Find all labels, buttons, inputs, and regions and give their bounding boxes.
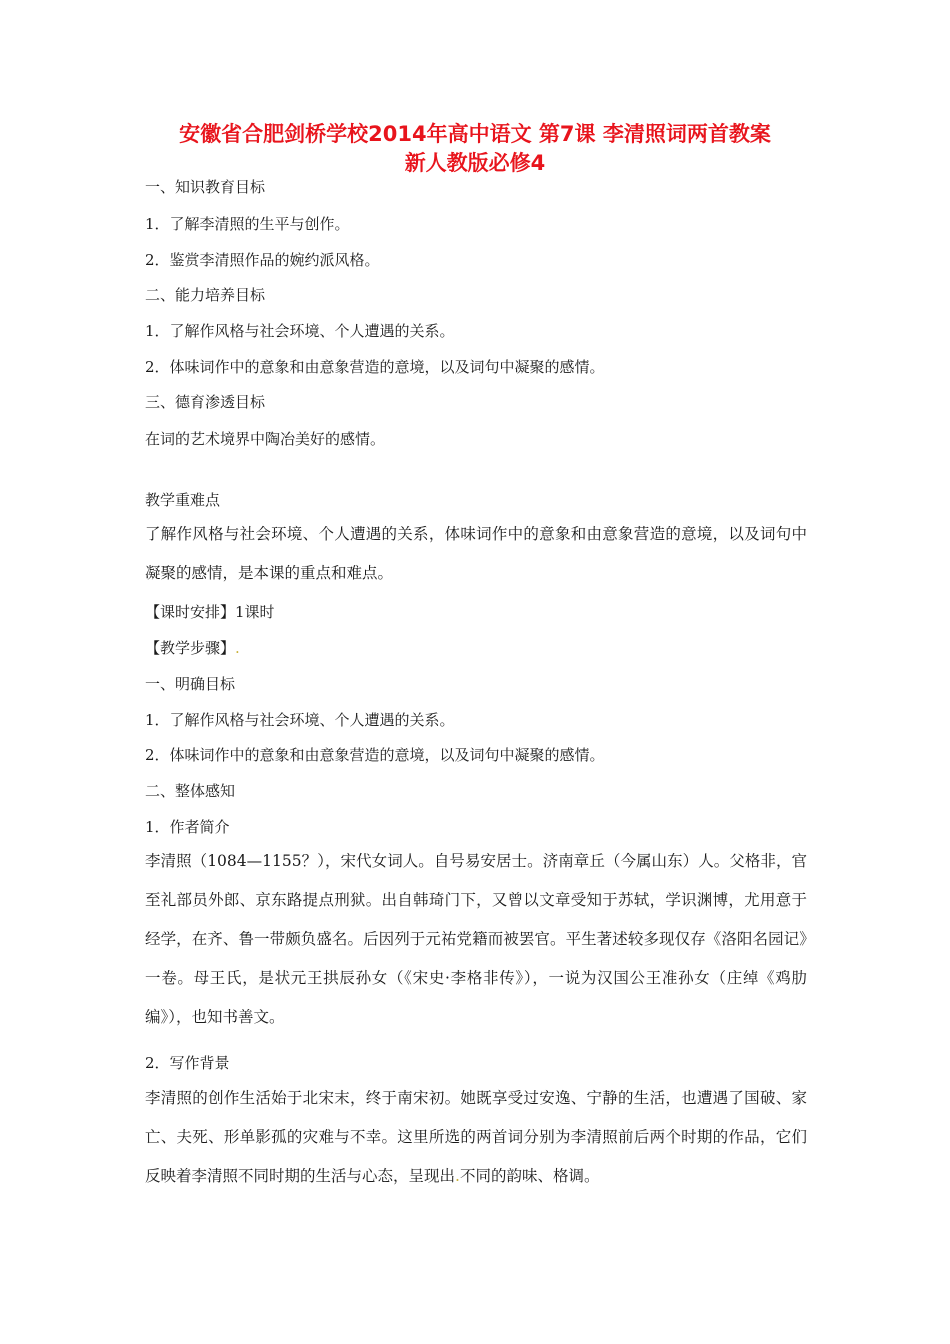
document-title-line1: 安徽省合肥剑桥学校2014年高中语文 第7课 李清照词两首教案: [179, 122, 771, 146]
knowledge-item-1: 1．了解李清照的生平与创作。: [145, 215, 350, 233]
knowledge-item-2: 2．鉴赏李清照作品的婉约派风格。: [145, 251, 380, 269]
key-points-heading: 教学重难点: [145, 491, 221, 509]
key-points-text: 了解作风格与社会环境、个人遭遇的关系，体味词作中的意象和由意象营造的意境，以及词句中凝聚的感情，是本课的重点和难点。: [145, 525, 807, 582]
step2-heading: 二、整体感知: [145, 782, 236, 800]
ability-item-1: 1．了解作风格与社会环境、个人遭遇的关系。: [145, 322, 455, 340]
background-mark: .: [455, 1167, 460, 1185]
steps-heading-text: 【教学步骤】: [145, 639, 236, 657]
section-heading-knowledge: 一、知识教育目标: [145, 178, 266, 196]
section-heading-moral: 三、德育渗透目标: [145, 393, 266, 411]
background-text: [145, 1079, 807, 1196]
background-text-a: 李清照的创作生活始于北宋末，终于南宋初。她既享受过安逸、宁静的生活，也遭遇了国破、家亡、夫死、形单影孤的灾难与不幸。这里所选的两首词分别为李清照前后两个时期的作品，它们反映着李清照不同时期的生活与心态，呈现出: [145, 1089, 807, 1185]
section-heading-ability: 二、能力培养目标: [145, 286, 266, 304]
steps-mark: .: [235, 639, 240, 657]
author-heading: 1．作者简介: [145, 818, 230, 836]
step1-item-2: 2．体味词作中的意象和由意象营造的意境，以及词句中凝聚的感情。: [145, 746, 605, 764]
steps-heading: [145, 638, 240, 658]
schedule-line: 【课时安排】1课时: [145, 603, 275, 621]
background-text-b: 不同的韵味、格调。: [459, 1167, 600, 1185]
document-title-line2: 新人教版必修4: [404, 151, 546, 175]
moral-text: 在词的艺术境界中陶冶美好的感情。: [145, 430, 386, 448]
author-text: 李清照（1084—1155？），宋代女词人。自号易安居士。济南章丘（今属山东）人。父格非，官至礼部员外郎、京东路提点刑狱。出自韩琦门下，又曾以文章受知于苏轼，学识渊博，尤用意于经学，在齐、鲁一带颇负盛名。后因列于元祐党籍而被罢官。平生著述较多现仅存《洛阳名园记》一卷。母王氏，是状元王拱辰孙女（《宋史·李格非传》），一说为汉国公王准孙女（庄绰《鸡肋编》），也知书善文。: [145, 852, 807, 1026]
step1-heading: 一、明确目标: [145, 675, 236, 693]
ability-item-2: 2．体味词作中的意象和由意象营造的意境，以及词句中凝聚的感情。: [145, 358, 605, 376]
background-heading: 2．写作背景: [145, 1054, 230, 1072]
step1-item-1: 1．了解作风格与社会环境、个人遭遇的关系。: [145, 711, 455, 729]
